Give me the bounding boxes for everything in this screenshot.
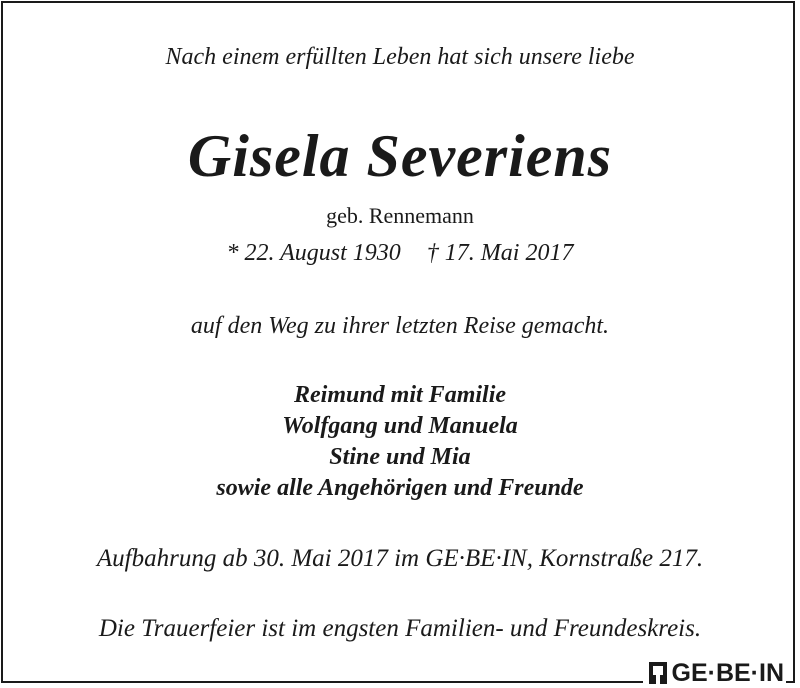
gebein-logo-icon [649, 662, 667, 684]
gebein-logo [643, 658, 787, 688]
journey-text: auf den Weg zu ihrer letzten Reise gemacht. [190, 313, 610, 339]
viewing-info: Aufbahrung ab 30. Mai 2017 im GE·BE·IN, Kornstraße 217. [96, 545, 704, 572]
family-member: Wolfgang und Manuela [282, 413, 518, 439]
logo-text: GE·BE·IN [671, 658, 784, 687]
family-member: Reimund mit Familie [293, 382, 507, 408]
birth-date: * 22. August 1930 [226, 240, 401, 266]
notice-border [1, 1, 795, 683]
life-dates [0, 240, 800, 267]
family-member: sowie alle Angehörigen und Freunde [216, 475, 584, 501]
deceased-name: Gisela Severiens [187, 123, 613, 189]
family-list [0, 380, 800, 504]
family-member: Stine und Mia [329, 444, 471, 470]
maiden-name: geb. Rennemann [326, 203, 474, 228]
ceremony-info: Die Trauerfeier ist im engsten Familien- und Freundeskreis. [98, 615, 702, 642]
death-date: † 17. Mai 2017 [426, 240, 574, 266]
intro-text: Nach einem erfüllten Leben hat sich unsere liebe [165, 44, 635, 70]
